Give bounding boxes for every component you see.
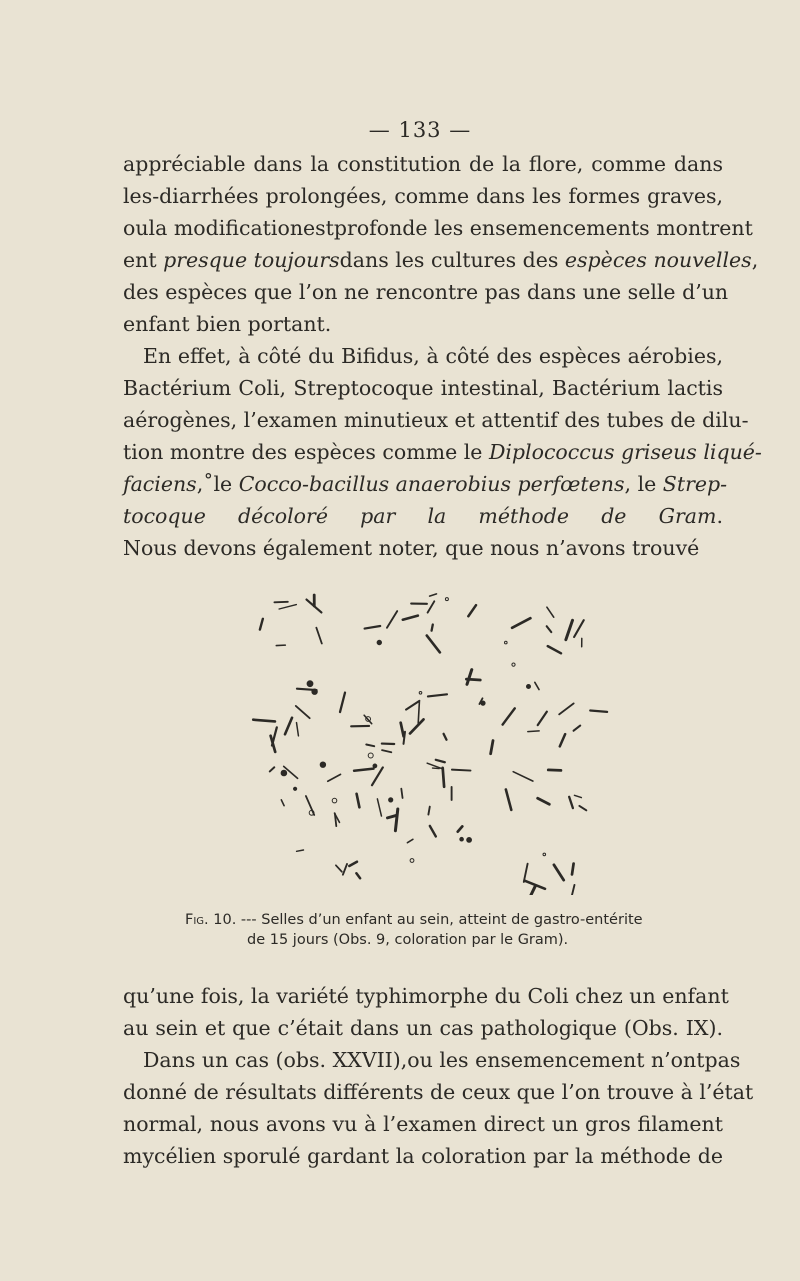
bacillus-rod [356,873,360,878]
bacillus-rod [296,706,310,718]
bacillus-rod [566,620,573,639]
text-run: , le [624,472,663,496]
bacillus-rod [574,795,581,797]
bacillus-rod [354,769,373,771]
coccus-dot [377,640,381,644]
bacteria-micrograph-figure [245,570,625,895]
bacillus-rod [590,711,607,712]
bacillus-rod [285,718,292,735]
bacillus-rod [559,703,574,714]
italic-text: Cocco-bacillus anaerobius perfœtens [238,472,625,496]
coccus-dot [312,689,317,694]
text-line [123,1108,723,1140]
text-run: les-diarrhées prolongées, comme dans les formes graves, [123,184,723,208]
coccus-dot [543,853,546,856]
text-run: oula modificationestprofonde les ensemencements montrent [123,216,753,240]
coccus-dot [389,798,393,802]
coccus-dot [368,753,373,758]
text-run: qu’une fois, la variété typhimorphe du Coli chez un enfant [123,984,729,1008]
text-run: ,˚le [196,472,239,496]
bacillus-rod [538,712,547,725]
bacillus-rod [253,720,275,722]
coccus-dot [467,838,472,843]
text-run: aérogènes, l’examen minutieux et attentif des tubes de dilu- [123,408,749,432]
text-line [123,180,723,212]
bacillus-rod [260,619,263,630]
coccus-dot [505,641,508,644]
text-line [123,276,729,308]
text-line [123,1012,723,1044]
text-line [123,212,753,244]
text-run: . [716,504,723,528]
figure-label: Fig. 10. [185,912,237,928]
coccus-dot [373,764,377,768]
bacillus-rod [524,864,528,882]
bacillus-rod [535,682,539,689]
coccus-dot [281,770,287,776]
italic-text: Diplococcus griseus liqué- [488,440,762,464]
bacillus-rod [554,865,564,880]
italic-text: presque toujours [163,248,340,272]
bacillus-rod [491,741,493,754]
text-run: appréciable dans la constitution de la flore, comme dans [123,152,723,176]
bacillus-rod [538,798,550,804]
text-line [123,1140,723,1172]
coccus-dot [419,692,422,695]
bacillus-rod [571,885,575,895]
bacillus-rod [297,723,299,736]
bacillus-rod [547,626,552,632]
bacillus-rod [513,772,533,781]
bacillus-rod [468,605,476,616]
bacillus-rod [529,887,535,895]
bacillus-rod [467,670,472,685]
figure-caption [185,910,685,950]
bacillus-rod [436,760,445,762]
bacillus-rod [401,723,404,737]
bacillus-rod [297,850,304,851]
text-run: En effet, à côté du Bifidus, à côté des espèces aérobies, [143,344,723,368]
bacillus-rod [365,626,381,629]
bacillus-rod [340,693,345,712]
paragraph-2 [123,340,762,564]
text-line [123,372,723,404]
text-line [123,404,749,436]
bacillus-rod [406,701,419,710]
paragraph-3 [123,980,754,1172]
text-run: enfant bien portant. [123,312,332,336]
bacillus-rod [574,620,584,637]
text-run: Dans un cas (obs. XXVII),ou les ensemencement n’ontpas [143,1048,741,1072]
text-run: normal, nous avons vu à l’examen direct un gros filament [123,1112,723,1136]
coccus-dot [512,663,515,666]
italic-text: espèces nouvelles [564,248,752,272]
coccus-dot [294,787,297,790]
bacillus-rod [366,745,374,747]
text-run: donné de résultats différents de ceux que l’on trouve à l’état [123,1080,754,1104]
bacillus-rod [328,774,341,781]
text-line [123,340,723,372]
text-line [123,148,723,180]
text-line [123,1076,754,1108]
bacillus-rod [579,806,586,810]
bacillus-rod [274,602,287,603]
bacillus-rod [444,734,447,740]
bacillus-rod [349,862,357,866]
bacillus-rod [528,731,539,732]
bacillus-rod [410,719,423,733]
bacillus-rod [506,789,511,809]
bacillus-rod [316,628,321,644]
text-run: dans les cultures des [339,248,565,272]
bacillus-rod [428,807,429,815]
bacillus-rod [430,826,436,837]
text-line [123,1044,741,1076]
bacillus-rod [432,625,433,631]
bacillus-rod [569,797,573,808]
coccus-dot [460,837,464,841]
text-run: mycélien sporulé gardant la coloration par la méthode de [123,1144,723,1168]
text-line [123,244,759,276]
bacillus-rod [270,767,275,771]
bacillus-rod [428,694,447,696]
coccus-dot [527,685,531,689]
bacillus-rod [418,702,419,723]
text-line [123,500,723,532]
bacillus-rod [548,770,561,771]
bacillus-rod [407,839,412,842]
bacillus-rod [428,601,435,612]
coccus-dot [307,681,313,687]
bacillus-rod [427,636,440,653]
bacillus-rod [452,770,471,771]
bacillus-rod [343,864,347,875]
text-run: au sein et que c’était dans un cas pathologique (Obs. IX). [123,1016,723,1040]
bacillus-rod [279,605,296,609]
page-number: — 133 — [368,118,472,142]
coccus-dot [320,762,325,767]
text-run: Nous devons également noter, que nous n’avons trouvé [123,536,700,560]
bacillus-rod [430,594,437,596]
caption-line-2: de 15 jours (Obs. 9, coloration par le Gram). [247,932,569,948]
text-line [123,532,723,564]
bacillus-rod [306,796,314,815]
bacillus-rod [281,800,284,806]
bacillus-rod [372,767,383,785]
caption-line-1: --- Selles d’un enfant au sein, atteint de gastro-entérite [236,912,643,928]
bacillus-rod [574,726,581,731]
bacillus-rod [560,734,565,746]
bacillus-rod [443,768,444,787]
bacillus-rod [387,611,397,628]
bacillus-rod [387,815,396,818]
bacillus-rod [382,750,391,752]
bacillus-rod [336,865,342,871]
bacillus-rod [377,799,381,816]
text-line [123,468,728,500]
bacillus-rod [503,708,515,724]
coccus-dot [445,598,448,601]
bacillus-rod [395,809,397,831]
italic-text: faciens [123,472,197,496]
italic-text: Strep- [662,472,728,496]
coccus-dot [410,859,414,863]
bacillus-rod [572,864,574,875]
text-run: Bactérium Coli, Streptocoque intestinal, Bactérium lactis [123,376,723,400]
bacillus-rod [357,794,360,808]
text-line [123,308,723,340]
coccus-dot [332,798,337,803]
text-line [123,436,762,468]
italic-text: tocoque décoloré par la méthode de Gram [123,504,717,528]
text-run: des espèces que l’on ne rencontre pas dans une selle d’un [123,280,729,304]
bacillus-rod [466,679,480,680]
bacillus-rod [458,826,463,831]
text-run: ent [123,248,164,272]
text-run: , [751,248,759,272]
paragraph-1 [123,148,759,340]
bacillus-rod [401,789,402,798]
bacillus-rod [548,646,561,653]
text-run: tion montre des espèces comme le [123,440,489,464]
bacillus-rod [547,607,554,617]
bacillus-rod [512,618,530,628]
bacillus-rod [403,616,418,620]
text-line [123,980,729,1012]
